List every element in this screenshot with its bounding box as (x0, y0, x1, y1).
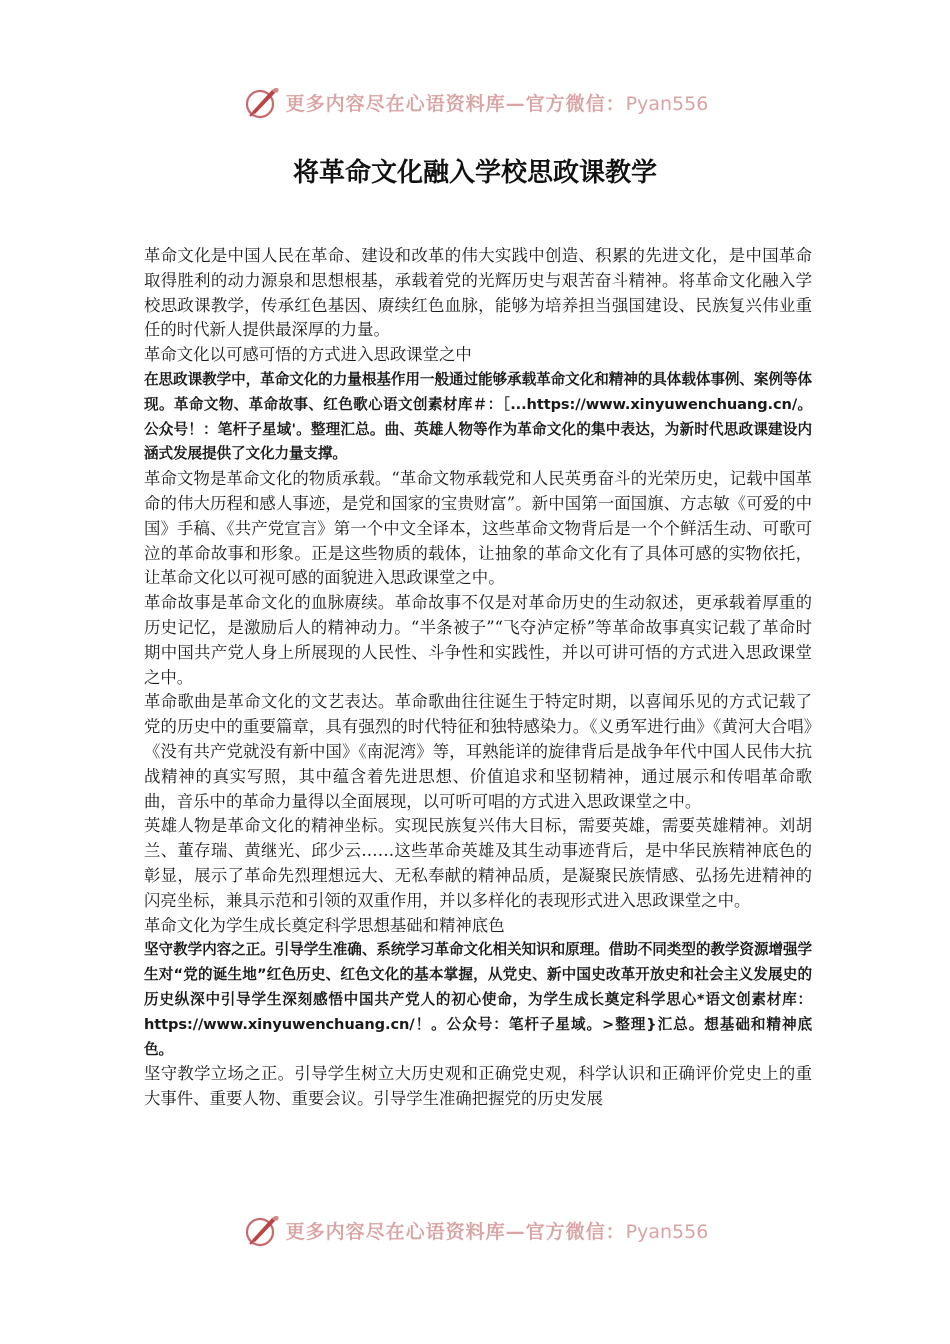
quill-logo-icon (242, 1210, 282, 1250)
footer-watermark-banner (0, 1208, 950, 1252)
section-heading: 革命文化为学生成长奠定科学思想基础和精神底色 (144, 915, 505, 935)
paragraph: 坚守教学内容之正。引导学生准确、系统学习革命文化相关知识和原理。借助不同类型的教学资源增强学生对“党的诞生地”红色历史、红色文化的基本掌握，从党史、新中国史改革开放史和社会主义发展史的历史纵深中引导学生深刻感悟中国共产党人的初心使命，为学生成长奠定科学思心*语文创素材库：https://www.xinyuwenchuang.cn/！。公众号：笔杆子星域。>整理}汇总。想基础和精神底色。 (144, 941, 812, 1058)
paragraph: 革命文物是革命文化的物质承载。“革命文物承载党和人民英勇奋斗的光荣历史，记载中国革命的伟大历程和感人事迹，是党和国家的宝贵财富”。新中国第一面国旗、方志敏《可爱的中国》手稿、《共产党宣言》第一个中文全译本，这些革命文物背后是一个个鲜活生动、可歌可泣的革命故事和形象。正是这些物质的载体，让抽象的革命文化有了具体可感的实物依托，让革命文化以可视可感的面貌进入思政课堂之中。 (144, 469, 812, 588)
article-title: 将革命文化融入学校思政课教学 (292, 158, 657, 188)
paragraph: 革命文化是中国人民在革命、建设和改革的伟大实践中创造、积累的先进文化，是中国革命取得胜利的动力源泉和思想根基，承载着党的光辉历史与艰苦奋斗精神。将革命文化融入学校思政课教学，传承红色基因、赓续红色血脉，能够为培养担当强国建设、民族复兴伟业重任的时代新人提供最深厚的力量。 (144, 246, 812, 340)
paragraph: 革命故事是革命文化的血脉赓续。革命故事不仅是对革命历史的生动叙述，更承载着厚重的历史记忆，是激励后人的精神动力。“半条被子”“飞夺泸定桥”等革命故事真实记载了革命时期中国共产党人身上所展现的人民性、斗争性和实践性，并以可讲可悟的方式进入思政课堂之中。 (144, 593, 812, 687)
article-body (144, 244, 812, 1112)
paragraph: 英雄人物是革命文化的精神坐标。实现民族复兴伟大目标，需要英雄，需要英雄精神。刘胡兰、董存瑞、黄继光、邱少云……这些革命英雄及其生动事迹背后，是中华民族精神底色的彰显，展示了革命先烈理想远大、无私奉献的精神品质，是凝聚民族情感、弘扬先进精神的闪亮坐标，兼具示范和引领的双重作用，并以多样化的表现形式进入思政课堂之中。 (144, 816, 812, 910)
paragraph: 坚守教学立场之正。引导学生树立大历史观和正确党史观，科学认识和正确评价党史上的重大事件、重要人物、重要会议。引导学生准确把握党的历史发展 (144, 1064, 812, 1109)
section-heading: 革命文化以可感可悟的方式进入思政课堂之中 (144, 345, 472, 365)
banner-text: 更多内容尽在心语资料库—官方微信：Pyan556 (285, 92, 709, 115)
header-watermark-banner (0, 80, 950, 124)
quill-logo-icon (242, 82, 282, 122)
paragraph: 革命歌曲是革命文化的文艺表达。革命歌曲往往诞生于特定时期，以喜闻乐见的方式记载了党的历史中的重要篇章，具有强烈的时代特征和独特感染力。《义勇军进行曲》《黄河大合唱》《没有共产党就没有新中国》《南泥湾》等，耳熟能详的旋律背后是战争年代中国人民伟大抗战精神的真实写照，其中蕴含着先进思想、价值追求和坚韧精神，通过展示和传唱革命歌曲，音乐中的革命力量得以全面展现，以可听可唱的方式进入思政课堂之中。 (144, 692, 812, 811)
paragraph: 在思政课教学中，革命文化的力量根基作用一般通过能够承载革命文化和精神的具体载体事例、案例等体现。革命文物、革命故事、红色歌心语文创素材库＃：［...https://www.xinyuwenchuang.cn/。公众号！：笔杆子星域'。整理汇总。曲、英雄人物等作为革命文化的集中表达，为新时代思政课建设内涵式发展提供了文化力量支撑。 (144, 370, 812, 463)
banner-text: 更多内容尽在心语资料库—官方微信：Pyan556 (285, 1220, 709, 1243)
